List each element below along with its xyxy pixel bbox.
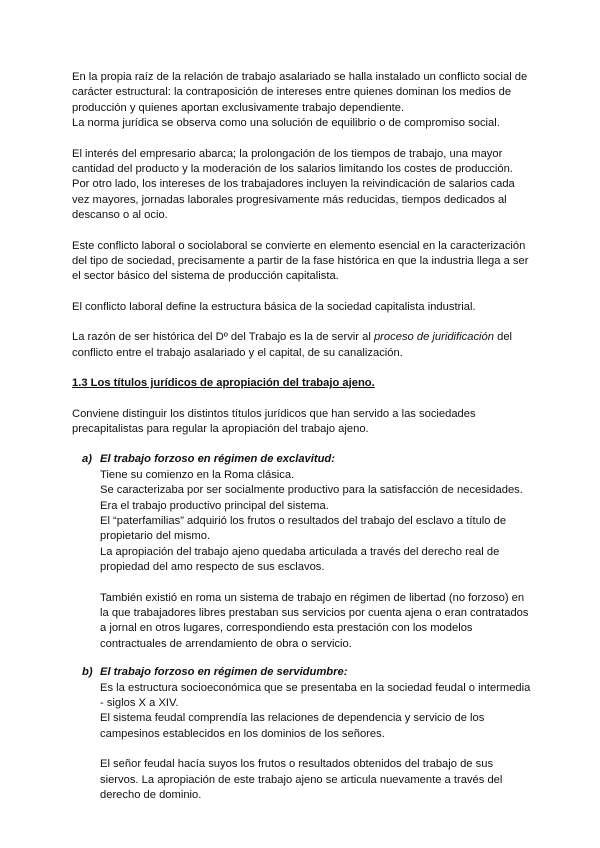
list-item-line: El “paterfamilias” adquirió los frutos o resultados del trabajo del esclavo a título de propietario del mismo. xyxy=(100,514,507,543)
titles-list xyxy=(72,452,532,803)
list-marker: a) xyxy=(82,453,92,466)
list-item-serfdom xyxy=(72,665,532,803)
paragraph-employer-interest: El interés del empresario abarca; la prolongación de los tiempos de trabajo, una mayor cantidad del producto y la moderación de los salarios limitando los costes de producción. xyxy=(72,147,513,176)
list-item-line: La apropiación del trabajo ajeno quedaba articulada a través del derecho real de propiedad del amo respecto de sus esclavos. xyxy=(100,545,500,574)
list-item-extra: El señor feudal hacía suyos los frutos o resultados obtenidos del trabajo de sus siervos. La apropiación de este trabajo ajeno se articula nuevamente a través del derecho de dominio. xyxy=(100,758,503,802)
list-item-line: Tiene su comienzo en la Roma clásica. xyxy=(100,468,295,481)
paragraph-labor-conflict: Este conflicto laboral o sociolaboral se convierte en elemento esencial en la caracterización del tipo de sociedad, precisamente a partir de la fase histórica en que la industria llega a ser el sector básico del sistema de producción capitalista. xyxy=(72,239,529,283)
paragraph-worker-interest: Por otro lado, los intereses de los trabajadores incluyen la reivindicación de salarios cada vez mayores, jornadas laborales progresivamente más reducidas, tiempos dedicados al descanso o al ocio. xyxy=(72,178,515,222)
paragraph-juridification: La razón de ser histórica del Dº del Trabajo es la de servir al proceso de juridificación del conflicto entre el trabajo asalariado y el capital, de su canalización. xyxy=(72,331,513,359)
list-item-extra: También existió en roma un sistema de trabajo en régimen de libertad (no forzoso) en la que trabajadores libres prestaban sus servicios por cuenta ajena o eran contratados a jornal en otros lugares, correspondiendo esta prestación con los modelos contractuales de arrendamiento de obra o servicio. xyxy=(100,591,529,650)
paragraph-structure: El conflicto laboral define la estructura básica de la sociedad capitalista industrial. xyxy=(72,300,476,313)
juridification-term: proceso de juridificación xyxy=(373,331,494,344)
list-item-title: El trabajo forzoso en régimen de exclavitud: xyxy=(100,453,335,466)
section-heading: 1.3 Los títulos jurídicos de apropiación del trabajo ajeno. xyxy=(72,377,375,390)
list-item-line: Se caracterizaba por ser socialmente productivo para la satisfacción de necesidades. Era el trabajo productivo principal del sistema. xyxy=(100,484,523,512)
list-item-line: El sistema feudal comprendía las relaciones de dependencia y servicio de los campesinos establecidos en los dominios de los señores. xyxy=(100,712,485,740)
list-marker: b) xyxy=(82,666,93,679)
list-item-line: Es la estructura socioeconómica que se presentaba en la sociedad feudal o intermedia - siglos X a XIV. xyxy=(100,681,531,709)
paragraph-conflict: En la propia raíz de la relación de trabajo asalariado se halla instalado un conflicto social de carácter estructural: la contraposición de intereses entre quienes dominan los medios de producción y quienes aportan exclusivamente trabajo dependiente. xyxy=(72,71,528,114)
document-body xyxy=(72,70,532,803)
list-item-slavery xyxy=(72,452,532,652)
section-intro: Conviene distinguir los distintos títulos jurídicos que han servido a las sociedades precapitalistas para regular la apropiación del trabajo ajeno. xyxy=(72,407,476,435)
list-item-title: El trabajo forzoso en régimen de servidumbre: xyxy=(100,666,348,679)
paragraph-legal-norm: La norma jurídica se observa como una solución de equilibrio o de compromiso social. xyxy=(72,117,500,130)
